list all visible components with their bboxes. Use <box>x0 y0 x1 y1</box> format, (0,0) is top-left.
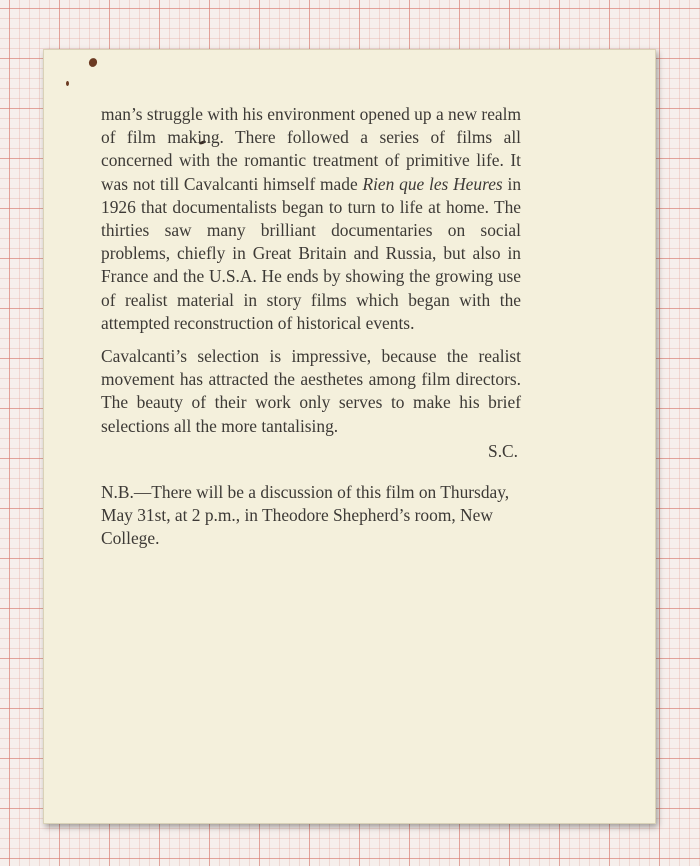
page-text <box>101 103 521 551</box>
film-title: Rien que les Heures <box>362 173 503 194</box>
ink-stain <box>66 81 69 86</box>
body-paragraph-1: man’s struggle with his environment opened up a new realm of film making. There followed a series of films all concerned with the romantic treatment of primitive life. It was not till Cavalcanti himself made Rien que les Heures in 1926 that documentalists began to turn to life at home. The thirties saw many brilliant documentaries on social problems, chiefly in Great Britain and Russia, but also in France and the U.S.A. He ends by showing the growing use of realist material in story films which began with the attempted reconstruction of historical events. <box>101 104 522 333</box>
body-paragraph-2: Cavalcanti’s selection is impressive, because the realist movement has attracted the aesthetes among film directors. The beauty of their work only serves to make his brief selections all the more tantalising. <box>101 346 521 436</box>
ink-stain <box>87 57 98 69</box>
discussion-note: N.B.—There will be a discussion of this film on Thursday, May 31st, at 2 p.m., in Theodore Shepherd’s room, New College. <box>101 482 510 549</box>
author-initials: S.C. <box>488 440 518 461</box>
